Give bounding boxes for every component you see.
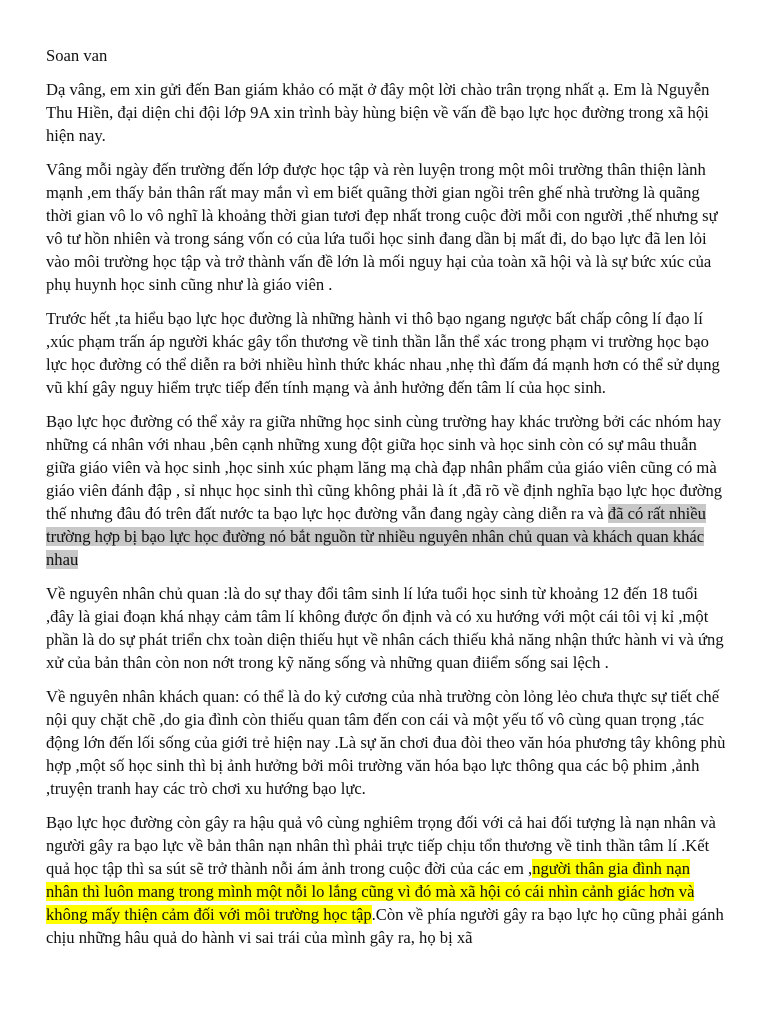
gray-highlighted-text: đã có rất nhiều trường hợp bị bạo lực học đường nó bắt nguồn từ nhiều nguyên nhân chủ quan và khách quan khác nhau	[46, 504, 706, 569]
document-page	[46, 44, 726, 960]
paragraph-objective-causes	[46, 685, 726, 800]
paragraph-text: Bạo lực học đường còn gây ra hậu quả vô cùng nghiêm trọng đối với cả hai đối tượng là nạn nhân và người gây ra bạo lực về bản thân nạn nhân thì phải trực tiếp chịu tổn thương về tinh thần tâm lí .Kết quả học tập thì sa sút sẽ trở thành nỗi ám ảnh trong cuộc đời của các em ,	[46, 813, 716, 878]
paragraph-consequences	[46, 811, 726, 949]
paragraph-greeting	[46, 78, 726, 147]
paragraph-text: Về nguyên nhân chủ quan :là do sự thay đổi tâm sinh lí lứa tuổi học sinh từ khoảng 12 đến 18 tuổi ,đây là giai đoạn khá nhạy cảm tâm lí không được ổn định và có xu hướng với một cái tôi vị kỉ ,một phần là do sự phát triển chx toàn diện thiếu hụt về nhân cách thiếu khả năng nhận thức hành vi và ứng xử của bản thân còn non nớt trong kỹ năng sống và những quan điiểm sống sai lệch .	[46, 584, 724, 672]
paragraph-text: Về nguyên nhân khách quan: có thể là do kỷ cương của nhà trường còn lỏng lẻo chưa thực sự tiết chế nội quy chặt chẽ ,do gia đình còn thiếu quan tâm đến con cái và một yếu tố vô cùng quan trọng ,tác động lớn đến lối sống của giới trẻ hiện nay .Là sự ăn chơi đua đòi theo văn hóa phương tây không phù hợp ,một số học sinh thì bị ảnh hưởng bởi môi trường văn hóa bạo lực thông qua các bộ phim ,ảnh ,truyện tranh hay các trò chơi xu hướng bạo lực.	[46, 687, 726, 798]
yellow-highlighted-text: người thân gia đình nạn nhân thì luôn mang trong mình một nỗi lo lắng cũng vì đó mà xã hội có cái nhìn cảnh giác hơn và không mấy thiện cảm đối với môi trường học tập	[46, 859, 695, 924]
paragraph-text: Dạ vâng, em xin gửi đến Ban giám khảo có mặt ở đây một lời chào trân trọng nhất ạ. Em là Nguyễn Thu Hiền, đại diện chi đội lớp 9A xin trình bày hùng biện về vấn đề bạo lực học đường trong xã hội hiện nay.	[46, 80, 710, 145]
paragraph-introduction	[46, 158, 726, 296]
paragraph-text: Trước hết ,ta hiểu bạo lực học đường là những hành vi thô bạo ngang ngược bất chấp công lí đạo lí ,xúc phạm trấn áp người khác gây tổn thương về tinh thần lẫn thể xác trong phạm vi trường học bạo lực học đường có thể diễn ra bởi nhiều hình thức khác nhau ,nhẹ thì đấm đá mạnh hơn có thể sử dụng vũ khí gây nguy hiểm trực tiếp đến tính mạng và ảnh hưởng đến tâm lí của học sinh.	[46, 309, 720, 397]
paragraph-text-continued: .Còn về phía người gây ra bạo lực họ cũng phải gánh chịu những hâu quả do hành vi sai trái của mình gây ra, họ bị xã	[46, 905, 724, 947]
paragraph-definition	[46, 307, 726, 399]
document-title: Soan van	[46, 46, 108, 65]
paragraph-text: Vâng mỗi ngày đến trường đến lớp được học tập và rèn luyện trong một môi trường thân thiện lành mạnh ,em thấy bản thân rất may mắn vì em biết quãng thời gian ngồi trên ghế nhà trường là quãng thời gian vô lo vô nghĩ là khoảng thời gian tươi đẹp nhất trong cuộc đời mỗi con người ,thế nhưng sự vô tư hồn nhiên và trong sáng vốn có của lứa tuổi học sinh đang dần bị mất đi, do bạo lực đã len lỏi vào môi trường học tập và trở thành vấn đề lớn là mối nguy hại của toàn xã hội và là sự bức xúc của phụ huynh học sinh cũng như là giáo viên .	[46, 160, 718, 294]
paragraph-occurrence	[46, 410, 726, 571]
paragraph-subjective-causes	[46, 582, 726, 674]
paragraph-text: Bạo lực học đường có thể xảy ra giữa những học sinh cùng trường hay khác trường bởi các nhóm hay những cá nhân với nhau ,bên cạnh những xung đột giữa học sinh và học sinh còn có sự mâu thuẫn giữa giáo viên và học sinh ,học sinh xúc phạm lăng mạ chà đạp nhân phẩm của giáo viên cũng có mà giáo viên đánh đập , sỉ nhục học sinh thì cũng không phải là ít ,đã rõ về định nghĩa bạo lực học đường thế nhưng đâu đó trên đất nước ta bạo lực học đường vẫn đang ngày càng diễn ra và	[46, 412, 723, 523]
